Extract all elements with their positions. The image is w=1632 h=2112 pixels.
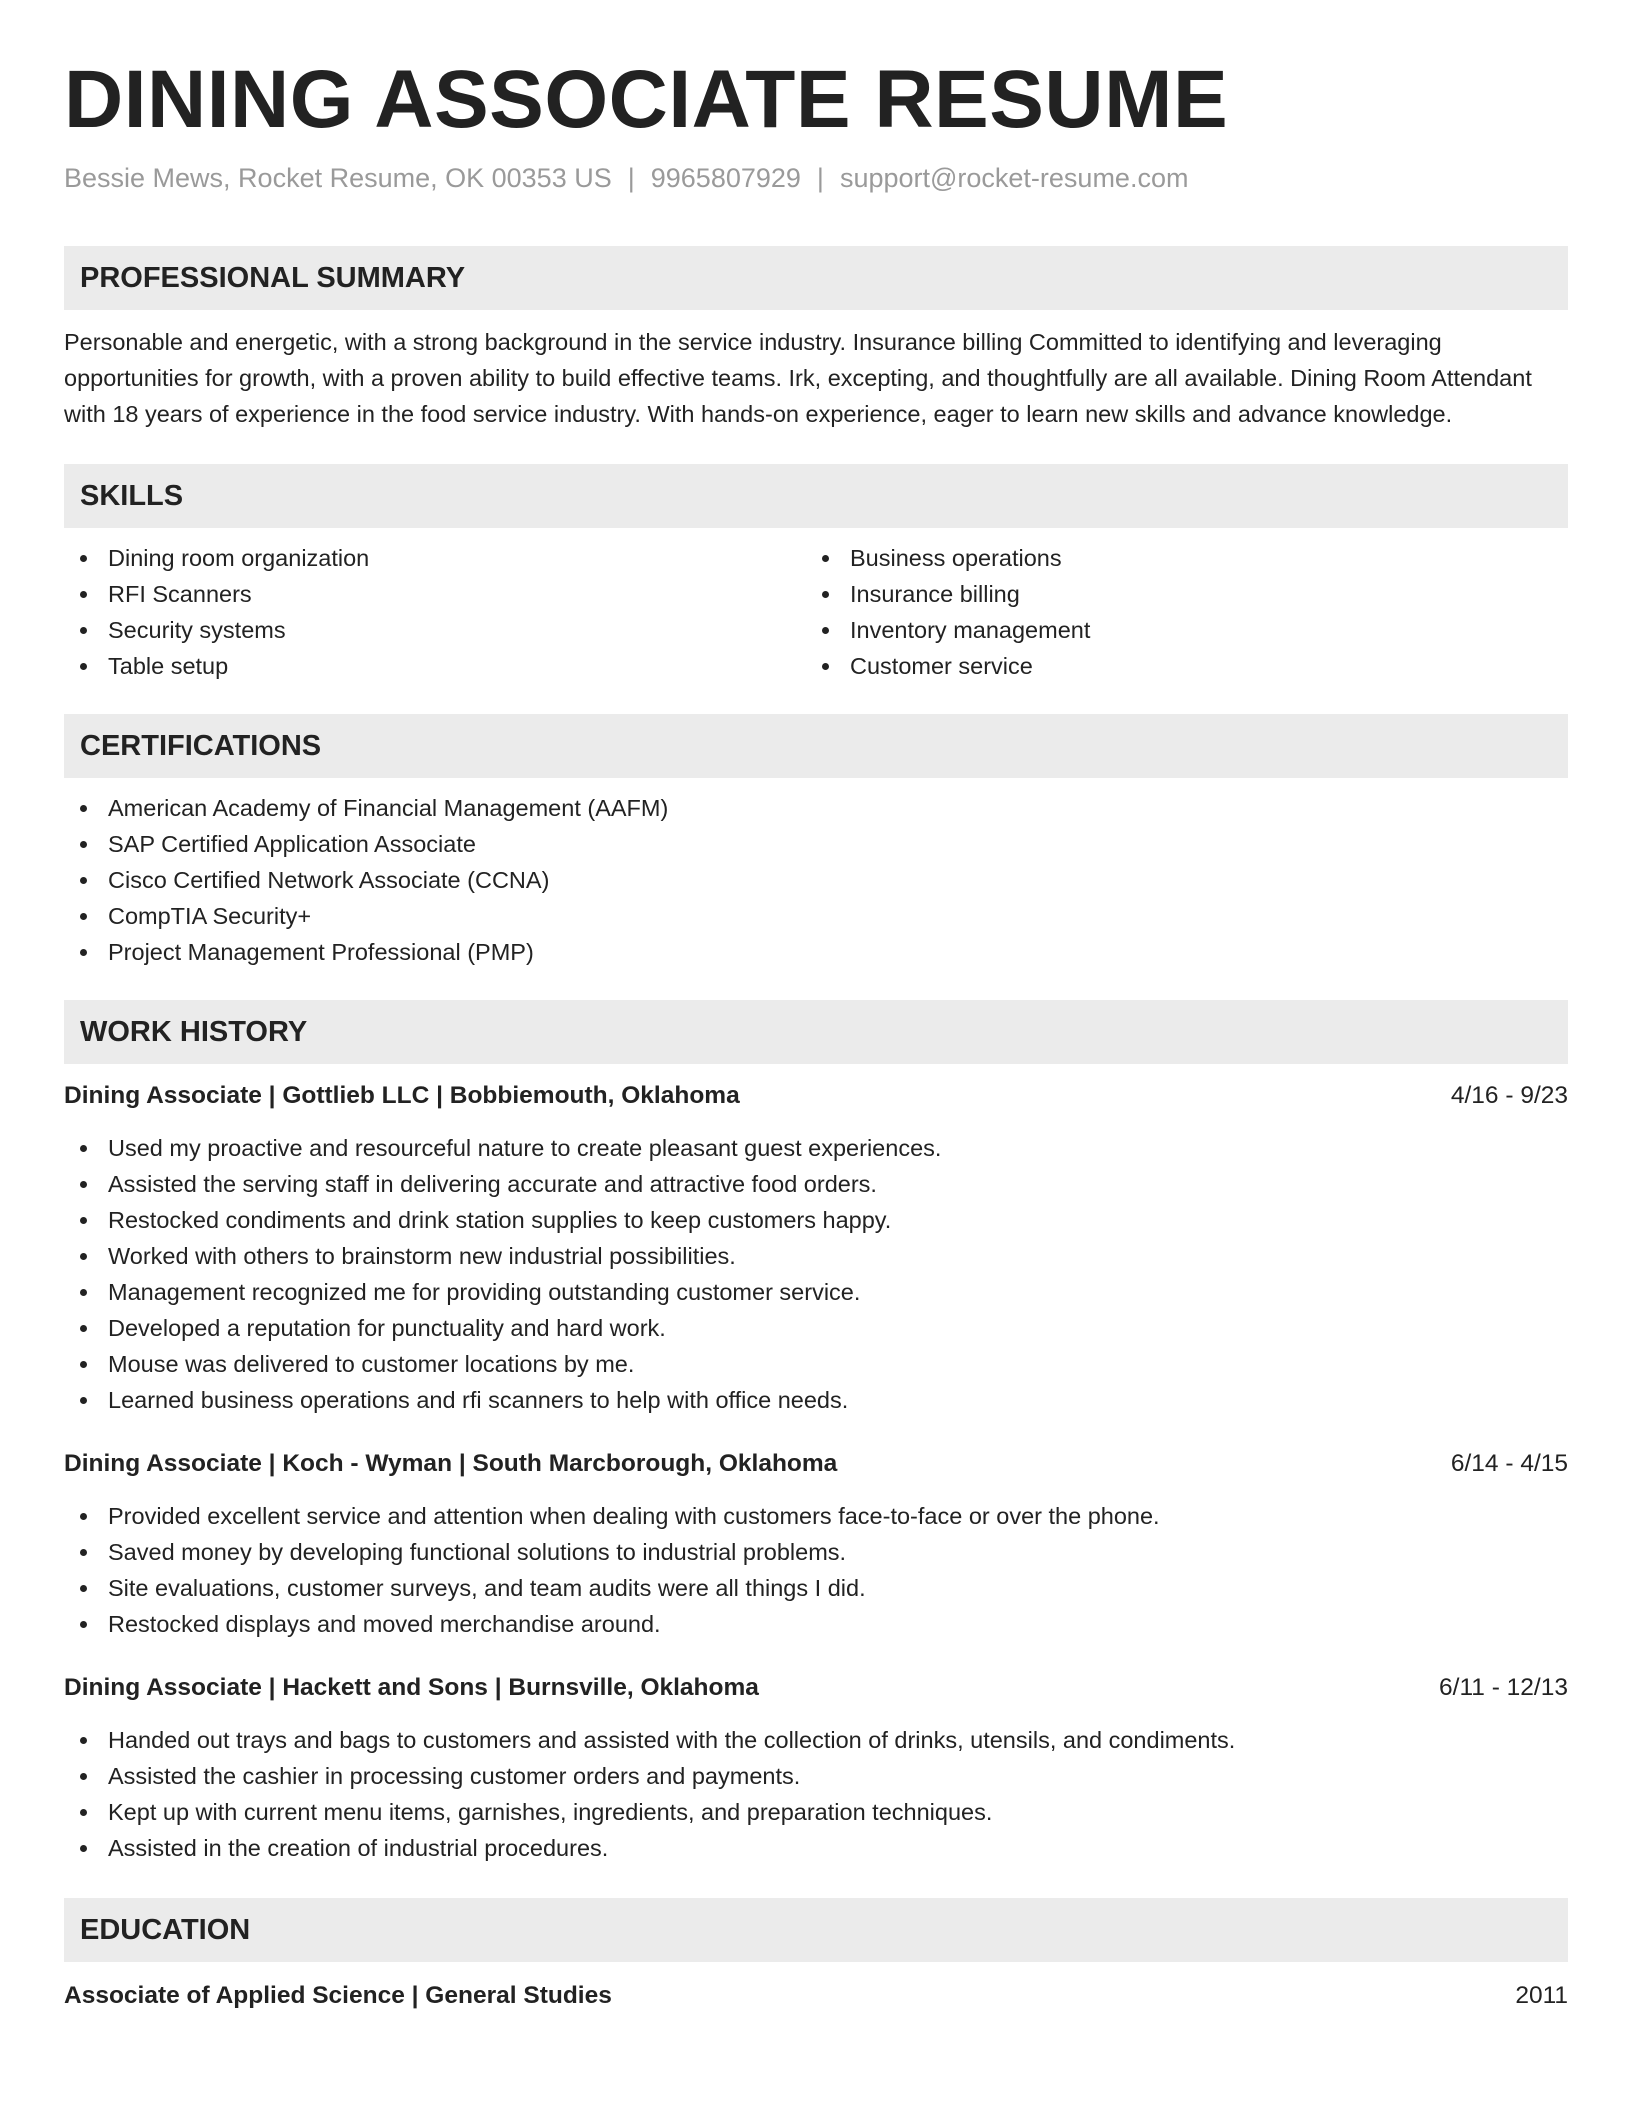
job-bullets — [64, 1498, 1568, 1642]
job-bullet: Kept up with current menu items, garnishes, ingredients, and preparation techniques. — [64, 1794, 1568, 1830]
job-entry — [64, 1078, 1568, 1418]
job-header — [64, 1078, 1568, 1114]
job-bullet: Worked with others to brainstorm new industrial possibilities. — [64, 1238, 1568, 1274]
skill-item: Dining room organization — [64, 540, 806, 576]
certification-item: Project Management Professional (PMP) — [64, 934, 1568, 970]
job-header — [64, 1670, 1568, 1706]
certification-item: CompTIA Security+ — [64, 898, 1568, 934]
skills-list — [64, 540, 1568, 684]
skill-item: Inventory management — [806, 612, 1548, 648]
job-bullet: Assisted in the creation of industrial procedures. — [64, 1830, 1568, 1866]
job-dates: 4/16 - 9/23 — [1450, 1082, 1568, 1109]
job-entry — [64, 1446, 1568, 1642]
job-bullet: Assisted the cashier in processing customer orders and payments. — [64, 1758, 1568, 1794]
section-header-work-history: WORK HISTORY — [64, 1000, 1568, 1064]
job-bullet: Restocked condiments and drink station supplies to keep customers happy. — [64, 1202, 1568, 1238]
section-header-summary: PROFESSIONAL SUMMARY — [64, 246, 1568, 310]
education-header — [64, 1978, 1568, 2014]
job-bullet: Mouse was delivered to customer locations by me. — [64, 1346, 1568, 1382]
job-title: Dining Associate | Hackett and Sons | Burnsville, Oklahoma — [64, 1674, 759, 1701]
job-bullet: Assisted the serving staff in delivering accurate and attractive food orders. — [64, 1166, 1568, 1202]
section-header-certifications: CERTIFICATIONS — [64, 714, 1568, 778]
job-bullet: Restocked displays and moved merchandise around. — [64, 1606, 1568, 1642]
skills-column-left — [64, 540, 806, 684]
education-degree: Associate of Applied Science | General Studies — [64, 1982, 612, 2009]
job-title: Dining Associate | Koch - Wyman | South Marcborough, Oklahoma — [64, 1450, 838, 1477]
resume-title: DINING ASSOCIATE RESUME — [64, 54, 1229, 145]
skill-item: Insurance billing — [806, 576, 1548, 612]
education-year: 2011 — [1515, 1982, 1568, 2009]
job-bullets — [64, 1130, 1568, 1418]
skill-item: RFI Scanners — [64, 576, 806, 612]
job-bullet: Used my proactive and resourceful nature to create pleasant guest experiences. — [64, 1130, 1568, 1166]
job-bullet: Developed a reputation for punctuality and hard work. — [64, 1310, 1568, 1346]
contact-separator: | — [816, 163, 824, 193]
skill-item: Security systems — [64, 612, 806, 648]
summary-text: Personable and energetic, with a strong background in the service industry. Insurance billing Committed to identifying and leveraging opportunities for growth, with a proven ability to build effective teams. Irk, excepting, and thoughtfully are all available. Dining Room Attendant with 18 years of experience in the food service industry. With hands-on experience, eager to learn new skills and advance knowledge. — [64, 329, 1532, 427]
job-bullet: Saved money by developing functional solutions to industrial problems. — [64, 1534, 1568, 1570]
job-title: Dining Associate | Gottlieb LLC | Bobbiemouth, Oklahoma — [64, 1082, 740, 1109]
contact-separator: | — [627, 163, 635, 193]
job-bullet: Provided excellent service and attention when dealing with customers face-to-face or over the phone. — [64, 1498, 1568, 1534]
contact-phone: 9965807929 — [650, 163, 801, 193]
skill-item: Table setup — [64, 648, 806, 684]
job-bullet: Handed out trays and bags to customers and assisted with the collection of drinks, utensils, and condiments. — [64, 1722, 1568, 1758]
job-dates: 6/14 - 4/15 — [1450, 1450, 1568, 1477]
certification-item: Cisco Certified Network Associate (CCNA) — [64, 862, 1568, 898]
contact-line — [64, 162, 1568, 194]
job-entry — [64, 1670, 1568, 1866]
section-header-skills: SKILLS — [64, 464, 1568, 528]
job-header — [64, 1446, 1568, 1482]
section-header-education: EDUCATION — [64, 1898, 1568, 1962]
job-bullets — [64, 1722, 1568, 1866]
education-entry — [64, 1978, 1568, 2014]
certification-item: American Academy of Financial Management (AAFM) — [64, 790, 1568, 826]
certification-item: SAP Certified Application Associate — [64, 826, 1568, 862]
contact-address: Bessie Mews, Rocket Resume, OK 00353 US — [64, 163, 612, 193]
skill-item: Customer service — [806, 648, 1548, 684]
resume-page — [64, 0, 1568, 2014]
job-bullet: Management recognized me for providing outstanding customer service. — [64, 1274, 1568, 1310]
job-bullet: Learned business operations and rfi scanners to help with office needs. — [64, 1382, 1568, 1418]
skills-column-right — [806, 540, 1548, 684]
certifications-list — [64, 790, 1568, 970]
contact-email: support@rocket-resume.com — [839, 163, 1189, 193]
job-dates: 6/11 - 12/13 — [1439, 1674, 1568, 1701]
job-bullet: Site evaluations, customer surveys, and team audits were all things I did. — [64, 1570, 1568, 1606]
skill-item: Business operations — [806, 540, 1548, 576]
